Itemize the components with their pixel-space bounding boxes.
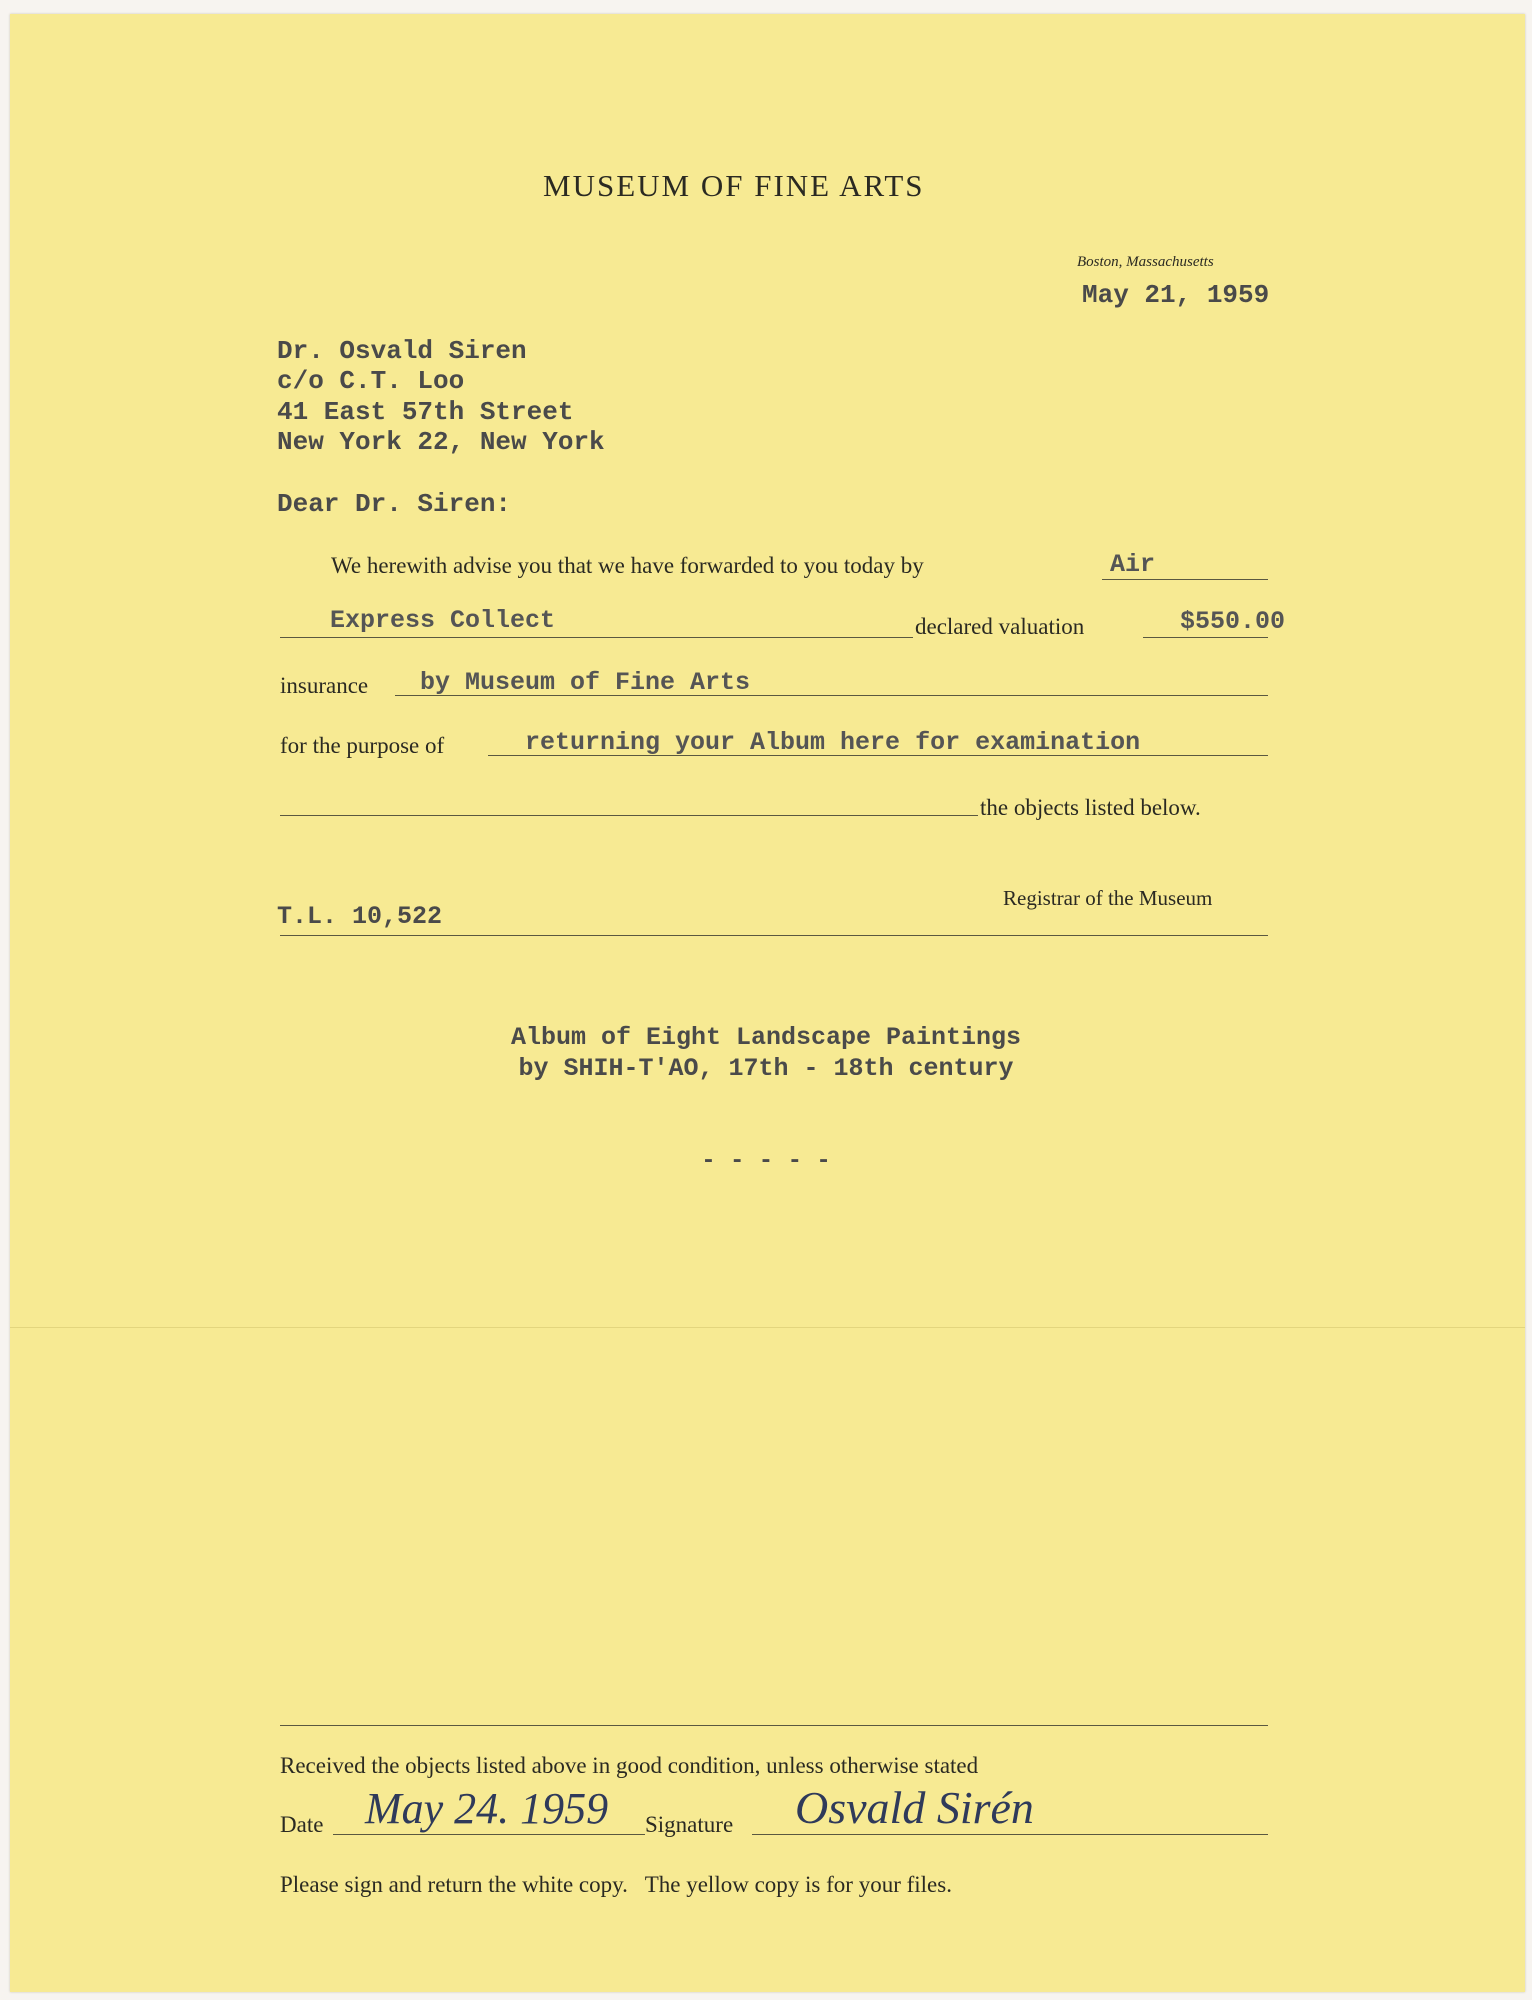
receipt-statement: Received the objects listed above in good condition, unless otherwise stated (280, 1753, 979, 1778)
institution-title: MUSEUM OF FINE ARTS (543, 168, 925, 203)
registrar-label: Registrar of the Museum (1003, 886, 1213, 910)
receipt-instructions: Please sign and return the white copy. The yellow copy is for your files. (280, 1872, 952, 1897)
method-line-2 (280, 637, 913, 638)
purpose-label: for the purpose of (280, 733, 445, 758)
recipient-city: New York 22, New York (277, 427, 605, 457)
method-line-1 (1102, 579, 1268, 580)
intro-label: We herewith advise you that we have forwarded to you today by (331, 553, 924, 578)
receipt-signature: Osvald Sirén (795, 1782, 1034, 1833)
recipient-street: 41 East 57th Street (277, 397, 574, 427)
insurance-label: insurance (280, 673, 369, 698)
recipient-name: Dr. Osvald Siren (277, 336, 527, 366)
receipt-date-handwritten: May 24. 1959 (365, 1784, 609, 1833)
object-attribution: by SHIH-T'AO, 17th - 18th century (518, 1054, 1014, 1083)
letter-date: May 21, 1959 (1082, 280, 1270, 310)
valuation-label: declared valuation (915, 614, 1085, 639)
salutation: Dear Dr. Siren: (277, 489, 512, 519)
receipt-top-line (280, 1725, 1268, 1726)
receipt-date-label: Date (280, 1812, 324, 1837)
object-separator: - - - - - (701, 1148, 831, 1175)
receipt-date-line (333, 1834, 645, 1835)
blank-line (280, 815, 978, 816)
purpose-value: returning your Album here for examination (525, 728, 1141, 757)
document-sheet (10, 14, 1525, 1992)
valuation-value: $550.00 (1180, 607, 1286, 636)
letter-location: Boston, Massachusetts (1077, 254, 1214, 270)
reference-number: T.L. 10,522 (277, 902, 443, 931)
objects-label: the objects listed below. (980, 795, 1201, 820)
fold-line (10, 1327, 1525, 1328)
valuation-line (1143, 637, 1268, 638)
method-value-1: Air (1110, 550, 1156, 579)
recipient-care-of: c/o C.T. Loo (277, 366, 465, 396)
method-value-2: Express Collect (330, 606, 556, 635)
receipt-signature-line (752, 1834, 1268, 1835)
insurance-value: by Museum of Fine Arts (420, 668, 751, 697)
receipt-signature-label: Signature (645, 1812, 734, 1837)
object-title: Album of Eight Landscape Paintings (510, 1023, 1022, 1052)
registrar-line (280, 935, 1268, 936)
